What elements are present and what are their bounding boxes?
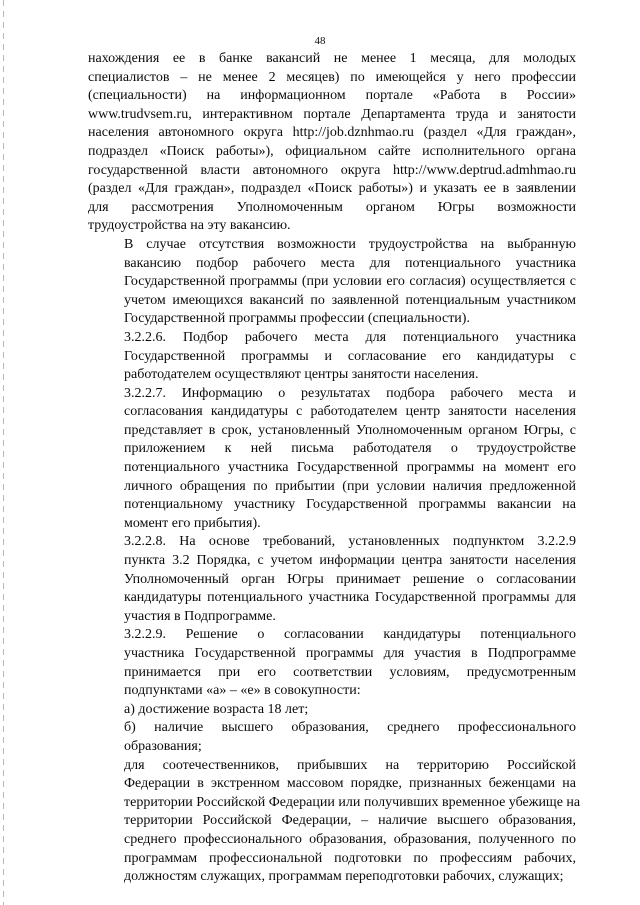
text-line: участника Государственной программы для участия в Подпрограмме [124, 646, 576, 661]
paragraph-p2 [88, 236, 576, 329]
text-line: подраздел «Поиск работы»), официальном сайте исполнительного органа [88, 143, 576, 159]
text-line: Государственной программы профессии (специальности). [124, 311, 470, 327]
text-line: Государственной программы (при условии его согласия) осуществляется с [124, 274, 576, 290]
paragraph-p5 [88, 533, 576, 626]
paragraph-p6 [88, 626, 576, 700]
paragraph-p8 [88, 719, 576, 756]
text-line: работодателем осуществляют центры занятости населения. [124, 367, 479, 383]
text-line: момент его прибытия). [124, 515, 261, 531]
text-line: территории Российской Федерации или получивших временное убежище на [124, 794, 581, 810]
text-line: нахождения ее в банке вакансий не менее 1 месяца, для молодых [88, 51, 576, 66]
text-line: 3.2.2.9. Решение о согласовании кандидатуры потенциального [124, 627, 576, 643]
text-line: территории Российской Федерации, – наличие высшего образования, [124, 813, 576, 829]
text-line: 3.2.2.8. На основе требований, установленных подпунктом 3.2.2.9 [124, 534, 576, 550]
text-line: (раздел «Для граждан», подраздел «Поиск работы») и указать ее в заявлении [88, 181, 576, 197]
text-line: (специальности) на информационном портале «Работа в России» [88, 88, 576, 104]
text-line: кандидатуры потенциального участника Государственной программы для [124, 590, 576, 606]
page-number: 48 [314, 35, 326, 47]
text-line: В случае отсутствия возможности трудоустройства на выбранную [124, 236, 576, 252]
text-line: для соотечественников, прибывших на территорию Российской [124, 757, 576, 773]
text-line: потенциального участника Государственной программы на момент его [124, 460, 576, 476]
text-line: подпунктами «а» – «е» в совокупности: [124, 683, 361, 699]
text-line: потенциальному участнику Государственной программы вакансии на [124, 497, 576, 513]
text-line: приложением к ней письма работодателя о трудоустройстве [124, 441, 576, 457]
text-line: согласования кандидатуры с работодателем центр занятости населения [124, 404, 576, 420]
text-line: программам профессиональной подготовки по профессиям рабочих, [124, 850, 576, 866]
text-line: Федерации в экстренном массовом порядке, признанных беженцами на [124, 776, 576, 792]
text-line: личного обращения по прибытии (при условии наличия предложенной [124, 478, 576, 494]
text-line: среднего профессионального образования, образования, полученного по [124, 831, 576, 847]
text-line: должностям служащих, программам переподготовки рабочих, служащих; [124, 869, 564, 885]
paragraph-p1 [88, 50, 576, 236]
text-line: Уполномоченный орган Югры принимает решение о согласовании [124, 571, 576, 587]
text-line: населения автономного округа http://job.dznhmao.ru (раздел «Для граждан», [88, 125, 576, 141]
text-line: трудоустройства на эту вакансию. [88, 218, 291, 234]
text-line: для рассмотрения Уполномоченным органом Югры возможности [88, 199, 576, 215]
text-line: представляет в срок, установленный Уполномоченным органом Югры, с [124, 422, 576, 438]
text-line: а) достижение возраста 18 лет; [124, 701, 309, 717]
text-line: вакансию подбор рабочего места для потенциального участника [124, 255, 576, 271]
text-line: б) наличие высшего образования, среднего профессионального [124, 720, 576, 736]
text-line: государственной власти автономного округа http://www.deptrud.admhmao.ru [88, 162, 576, 178]
text-line: учетом имеющихся вакансий по заявленной потенциальным участником [124, 292, 576, 308]
text-line: образования; [124, 738, 202, 754]
text-line: специалистов – не менее 2 месяцев) по имеющейся у него профессии [88, 69, 576, 85]
text-line: участия в Подпрограмме. [124, 608, 276, 624]
paragraph-p9 [88, 757, 581, 887]
text-line: Государственной программы и согласование его кандидатуры с [124, 348, 576, 364]
text-line: www.trudvsem.ru, интерактивном портале Департамента труда и занятости [88, 106, 576, 122]
text-line: 3.2.2.7. Информацию о результатах подбора рабочего места и [124, 385, 576, 401]
text-line: принимается при его соответствии условиям, предусмотренным [124, 664, 576, 680]
paragraph-p3 [88, 329, 576, 385]
body-text [88, 50, 581, 887]
scan-edge-mark [3, 0, 4, 905]
text-line: 3.2.2.6. Подбор рабочего места для потенциального участника [124, 329, 576, 345]
text-line: пункта 3.2 Порядка, с учетом информации центра занятости населения [124, 553, 576, 569]
paragraph-p4 [88, 385, 576, 534]
paragraph-p7 [88, 701, 576, 720]
